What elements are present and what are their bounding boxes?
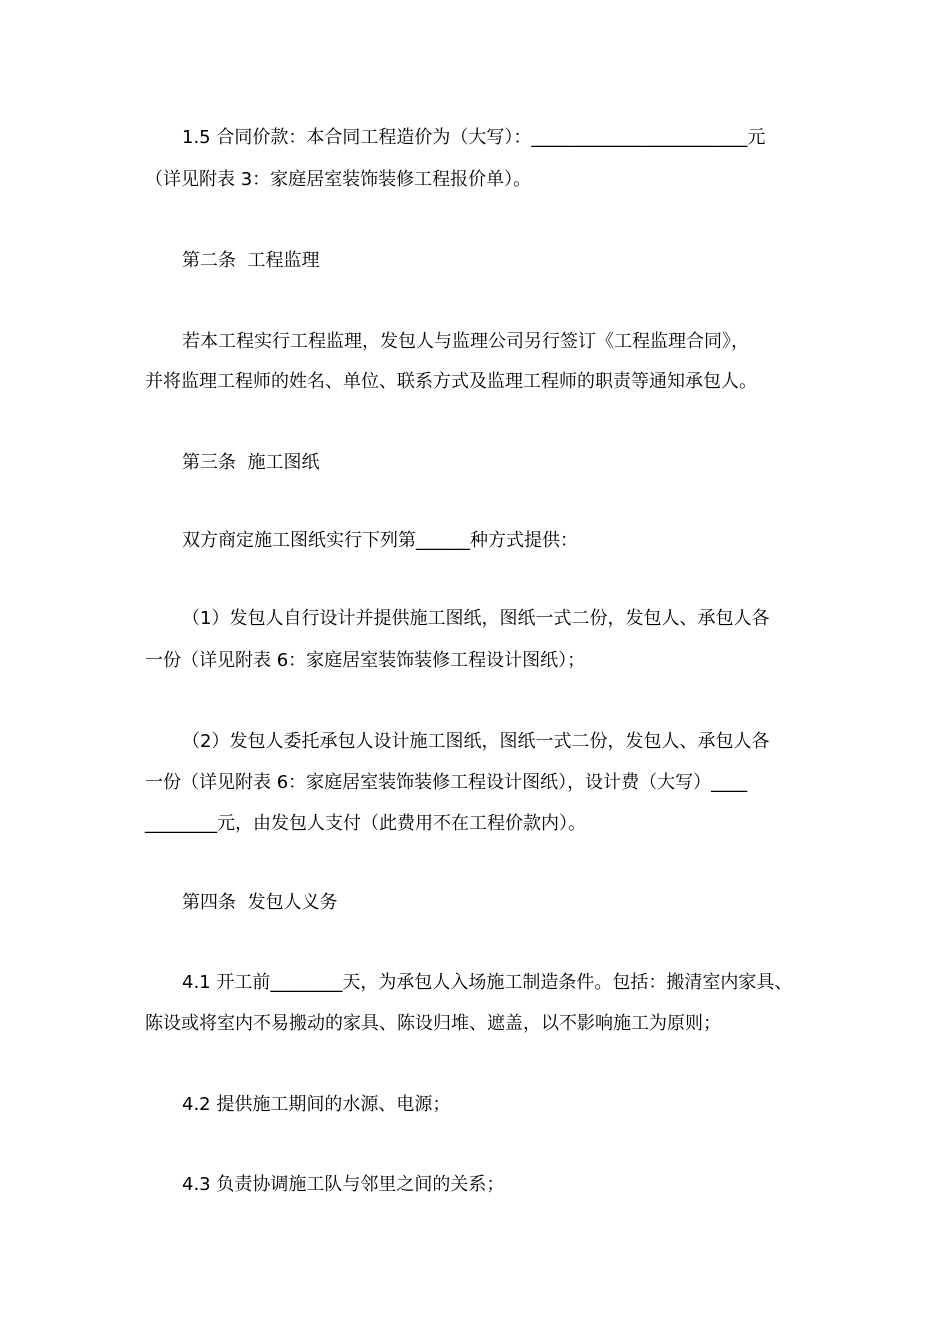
article-3-heading: 第三条 施工图纸	[182, 452, 320, 473]
article-2-heading: 第二条 工程监理	[182, 250, 320, 271]
article-3-option-2-line-1: （2）发包人委托承包人设计施工图纸，图纸一式二份，发包人、承包人各	[182, 731, 770, 752]
article-2-paragraph-line-1: 若本工程实行工程监理，发包人与监理公司另行签订《工程监理合同》，	[182, 331, 749, 352]
article-3-option-2-line-2: 一份（详见附表 6：家庭居室装饰装修工程设计图纸），设计费（大写）____	[145, 772, 748, 793]
clause-4-2: 4.2 提供施工期间的水源、电源；	[182, 1094, 451, 1115]
article-4-heading: 第四条 发包人义务	[182, 892, 338, 913]
article-3-intro: 双方商定施工图纸实行下列第______种方式提供：	[182, 530, 578, 551]
article-2-paragraph-line-2: 并将监理工程师的姓名、单位、联系方式及监理工程师的职责等通知承包人。	[145, 371, 757, 392]
clause-4-1-line-2: 陈设或将室内不易搬动的家具、陈设归堆、遮盖，以不影响施工为原则；	[145, 1013, 721, 1034]
article-3-option-2-line-3: ________元，由发包人支付（此费用不在工程价款内）。	[145, 813, 586, 834]
clause-4-1-line-1: 4.1 开工前________天，为承包人入场施工制造条件。包括：搬清室内家具、	[182, 972, 793, 993]
article-3-option-1-line-1: （1）发包人自行设计并提供施工图纸，图纸一式二份，发包人、承包人各	[182, 608, 770, 629]
clause-1-5-line-1: 1.5 合同价款：本合同工程造价为（大写）：________________________元	[182, 127, 766, 148]
clause-1-5-line-2: （详见附表 3：家庭居室装饰装修工程报价单）。	[145, 169, 532, 190]
article-3-option-1-line-2: 一份（详见附表 6：家庭居室装饰装修工程设计图纸）；	[145, 650, 586, 671]
clause-4-3: 4.3 负责协调施工队与邻里之间的关系；	[182, 1174, 505, 1195]
